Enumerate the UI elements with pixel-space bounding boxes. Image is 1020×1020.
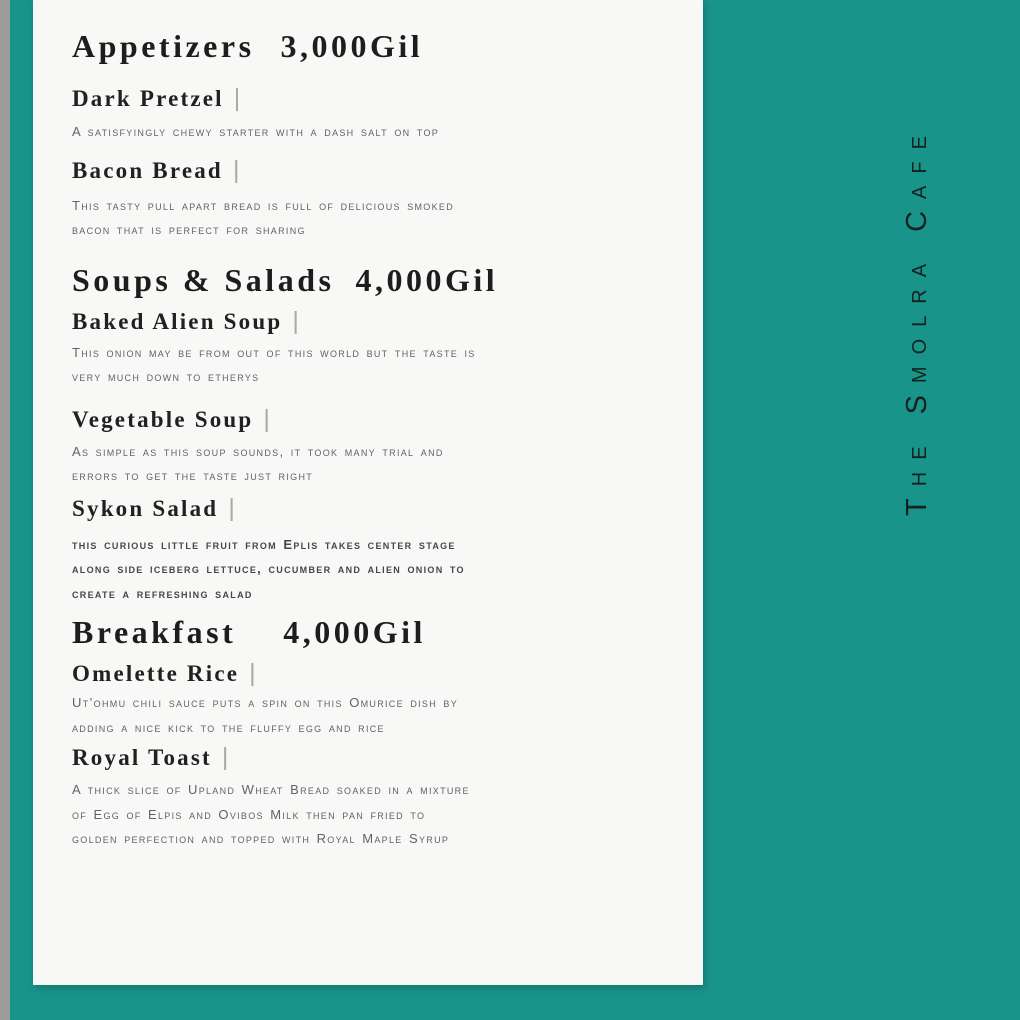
item-name: Baked Alien Soup	[72, 308, 283, 334]
section-header	[72, 260, 703, 300]
section-price: 3,000Gil	[280, 28, 424, 64]
item-description: A satisfyingly chewy starter with a dash salt on top	[72, 124, 440, 139]
menu-item-baked-alien-soup	[72, 305, 703, 338]
item-description: This onion may be from out of this world but the taste is very much down to etherys	[72, 344, 476, 384]
section-price: 4,000Gil	[283, 614, 426, 650]
item-description: As simple as this soup sounds, it took many trial and errors to get the taste just right	[72, 443, 444, 483]
item-description: this curious little fruit from Eplis takes center stage along side iceberg lettuce, cucumber and alien onion to create a refreshing salad	[72, 536, 465, 601]
menu-item-bacon-bread	[72, 154, 703, 187]
menu-item-sykon-salad	[72, 492, 703, 525]
item-description: Ut’ohmu chili sauce puts a spin on this Omurice dish by adding a nice kick to the fluffy egg and rice	[72, 695, 459, 735]
item-name: Omelette Rice	[72, 661, 240, 686]
menu-item-omelette-rice	[72, 657, 703, 690]
item-description: A thick slice of Upland Wheat Bread soaked in a mixture of Egg of Elpis and Ovibos Milk then pan fried to golden perfection and topped with Royal Maple Syrup	[72, 782, 470, 846]
section-breakfast	[72, 612, 703, 852]
item-name-separator: |	[232, 155, 240, 184]
section-soups-salads	[72, 260, 703, 607]
item-name: Royal Toast	[72, 745, 212, 770]
item-name-separator: |	[263, 404, 270, 433]
item-name: Dark Pretzel	[72, 86, 224, 111]
menu-item-dark-pretzel	[72, 82, 703, 115]
section-appetizers	[72, 26, 703, 243]
section-header	[72, 612, 703, 652]
item-name-separator: |	[292, 306, 299, 335]
section-title-text: Appetizers	[72, 28, 255, 64]
left-edge-strip	[0, 0, 10, 1020]
item-name: Vegetable Soup	[72, 406, 254, 432]
section-title-text: Breakfast	[72, 614, 237, 650]
item-name: Bacon Bread	[72, 157, 223, 183]
section-price: 4,000Gil	[355, 261, 499, 298]
item-description: This tasty pull apart bread is full of delicious smoked bacon that is perfect for sharing	[72, 197, 455, 237]
section-title-text: Soups & Salads	[72, 261, 335, 298]
menu-item-vegetable-soup	[72, 403, 703, 436]
menu-card	[33, 0, 703, 985]
item-name-separator: |	[221, 743, 229, 771]
cafe-vertical-title: The Smolra Cafe	[901, 124, 933, 516]
menu-item-royal-toast	[72, 741, 703, 774]
item-name-separator: |	[228, 493, 235, 522]
item-name-separator: |	[233, 84, 241, 112]
item-name: Sykon Salad	[72, 495, 219, 521]
item-name-separator: |	[249, 659, 256, 687]
section-header	[72, 26, 703, 66]
